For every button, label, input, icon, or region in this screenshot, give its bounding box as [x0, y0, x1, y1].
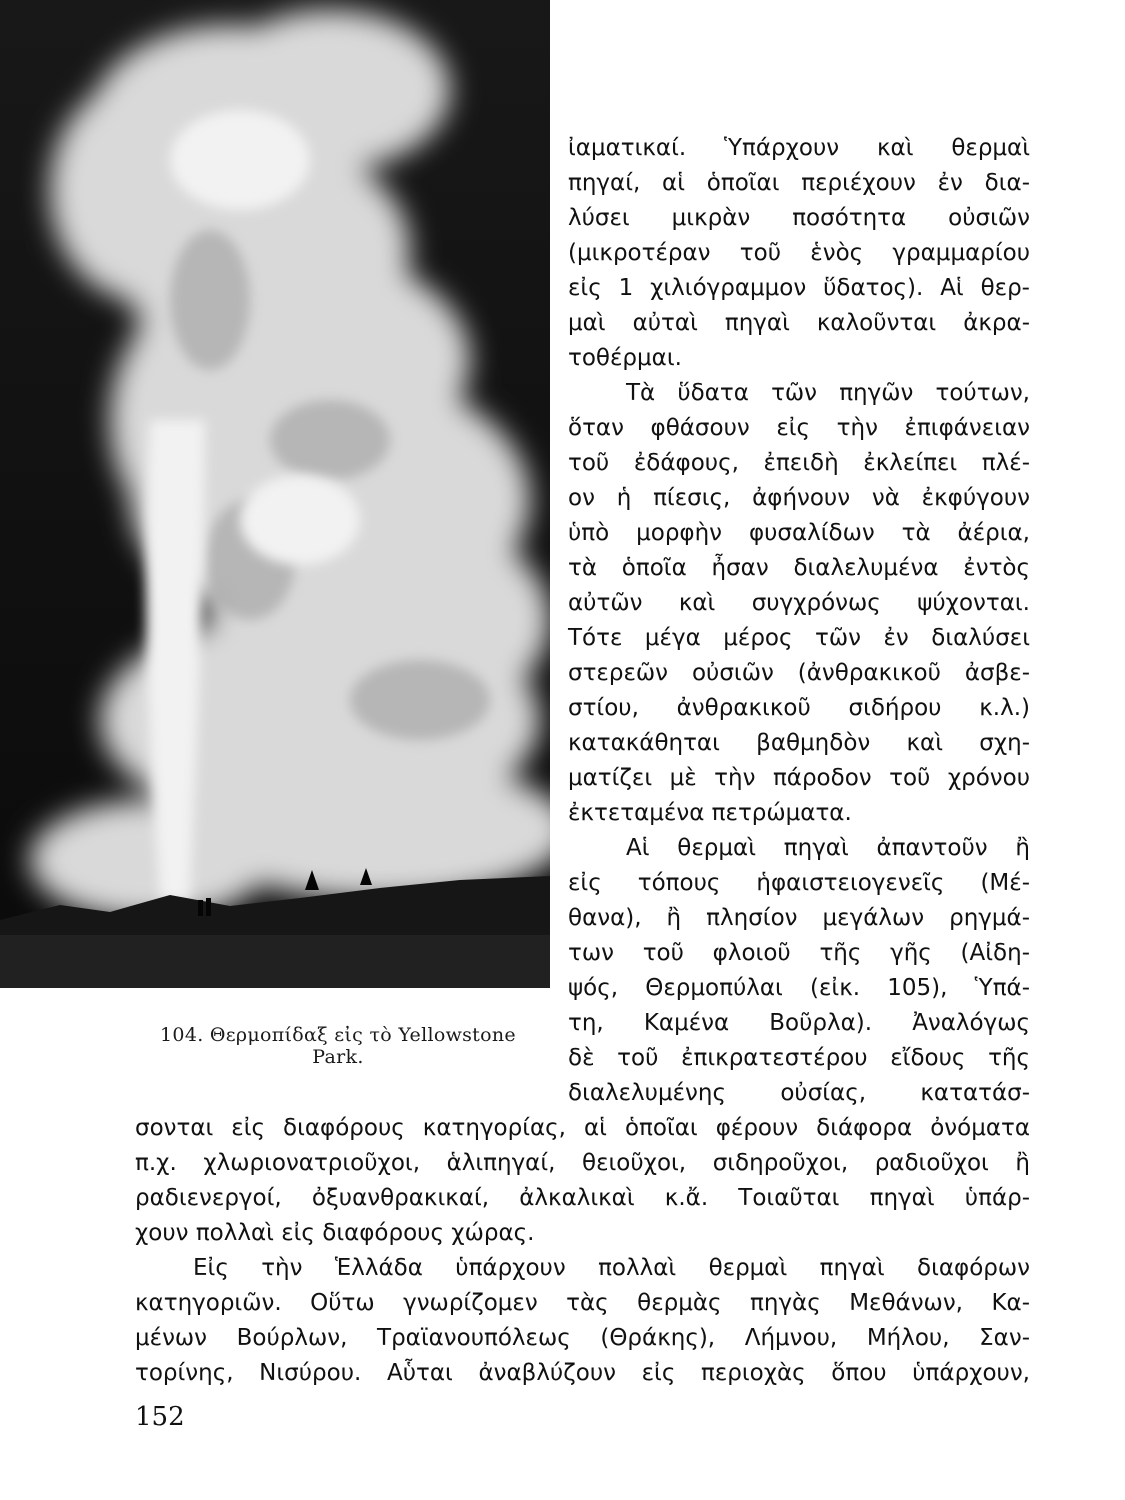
figure-caption — [128, 1024, 548, 1068]
text-line: ψός, Θερμοπύλαι (εἰκ. 105), Ὑπά- — [568, 975, 1030, 1001]
text-line: εἰς τόπους ἡφαιστειογενεῖς (Μέ- — [568, 870, 1030, 896]
text-line: ραδιενεργοί, ὀξυανθρακικαί, ἀλκαλικαὶ κ.ἄ. Τοιαῦται πηγαὶ ὑπάρ- — [135, 1185, 1030, 1211]
text-line: ον ἡ πίεσις, ἀφήνουν νὰ ἐκφύγουν — [568, 485, 1030, 511]
text-line: Αἱ θερμαὶ πηγαὶ ἀπαντοῦν ἢ — [626, 835, 1030, 861]
text-line: ἐκτεταμένα πετρώματα. — [568, 800, 852, 826]
text-line: αὐτῶν καὶ συγχρόνως ψύχονται. — [568, 590, 1030, 616]
text-line: εἰς 1 χιλιόγραμμον ὕδατος). Αἱ θερ- — [568, 275, 1030, 301]
text-line: Εἰς τὴν Ἑλλάδα ὑπάρχουν πολλαὶ θερμαὶ πηγαὶ διαφόρων — [193, 1255, 1030, 1281]
text-line: ματίζει μὲ τὴν πάροδον τοῦ χρόνου — [568, 765, 1030, 791]
text-line: των τοῦ φλοιοῦ τῆς γῆς (Αἰδη- — [568, 940, 1030, 966]
text-line: σονται εἰς διαφόρους κατηγορίας, αἱ ὁποῖαι φέρουν διάφορα ὀνόματα — [135, 1115, 1030, 1141]
text-line: λύσει μικρὰν ποσότητα οὐσιῶν — [568, 205, 1030, 231]
text-line: μαὶ αὐταὶ πηγαὶ καλοῦνται ἀκρα- — [568, 310, 1030, 336]
text-line: τοῦ ἐδάφους, ἐπειδὴ ἐκλείπει πλέ- — [568, 450, 1030, 476]
text-line: ὅταν φθάσουν εἰς τὴν ἐπιφάνειαν — [568, 415, 1030, 441]
text-line: διαλελυμένης οὐσίας, κατατάσ- — [568, 1080, 1030, 1106]
text-line: δὲ τοῦ ἐπικρατεστέρου εἴδους τῆς — [568, 1045, 1030, 1071]
text-line: κατακάθηται βαθμηδὸν καὶ σχη- — [568, 730, 1030, 756]
text-line: ὑπὸ μορφὴν φυσαλίδων τὰ ἀέρια, — [568, 520, 1030, 546]
geyser-eruption-image — [0, 0, 550, 988]
text-line: τοθέρμαι. — [568, 345, 682, 371]
text-line: Τὰ ὕδατα τῶν πηγῶν τούτων, — [626, 380, 1030, 406]
text-line: (μικροτέραν τοῦ ἑνὸς γραμμαρίου — [568, 240, 1030, 266]
text-line: Τότε μέγα μέρος τῶν ἐν διαλύσει — [568, 625, 1030, 651]
caption-line: Park. — [312, 1046, 364, 1068]
text-line: τορίνης, Νισύρου. Αὗται ἀναβλύζουν εἰς περιοχὰς ὅπου ὑπάρχουν, — [135, 1360, 1030, 1386]
page-number: 152 — [135, 1402, 185, 1432]
text-line: στερεῶν οὐσιῶν (ἀνθρακικοῦ ἀσβε- — [568, 660, 1030, 686]
text-line: χουν πολλαὶ εἰς διαφόρους χώρας. — [135, 1220, 535, 1246]
text-line: τη, Καμένα Βοῦρλα). Ἀναλόγως — [568, 1010, 1030, 1036]
text-line: στίου, ἀνθρακικοῦ σιδήρου κ.λ.) — [568, 695, 1030, 721]
text-line: τὰ ὁποῖα ἦσαν διαλελυμένα ἐντὸς — [568, 555, 1030, 581]
text-line: θανα), ἢ πλησίον μεγάλων ρηγμά- — [568, 905, 1030, 931]
geyser-photo — [0, 0, 550, 988]
caption-line: 104. Θερμοπίδαξ εἰς τὸ Yellowstone — [160, 1024, 516, 1046]
text-line: π.χ. χλωριονατριοῦχοι, ἁλιπηγαί, θειοῦχοι, σιδηροῦχοι, ραδιοῦχοι ἢ — [135, 1150, 1030, 1176]
text-line: μένων Βούρλων, Τραϊανουπόλεως (Θράκης), Λήμνου, Μήλου, Σαν- — [135, 1325, 1030, 1351]
text-line: ἰαματικαί. Ὑπάρχουν καὶ θερμαὶ — [568, 135, 1030, 161]
text-line: πηγαί, αἱ ὁποῖαι περιέχουν ἐν δια- — [568, 170, 1030, 196]
text-line: κατηγοριῶν. Οὕτω γνωρίζομεν τὰς θερμὰς πηγὰς Μεθάνων, Κα- — [135, 1290, 1030, 1316]
